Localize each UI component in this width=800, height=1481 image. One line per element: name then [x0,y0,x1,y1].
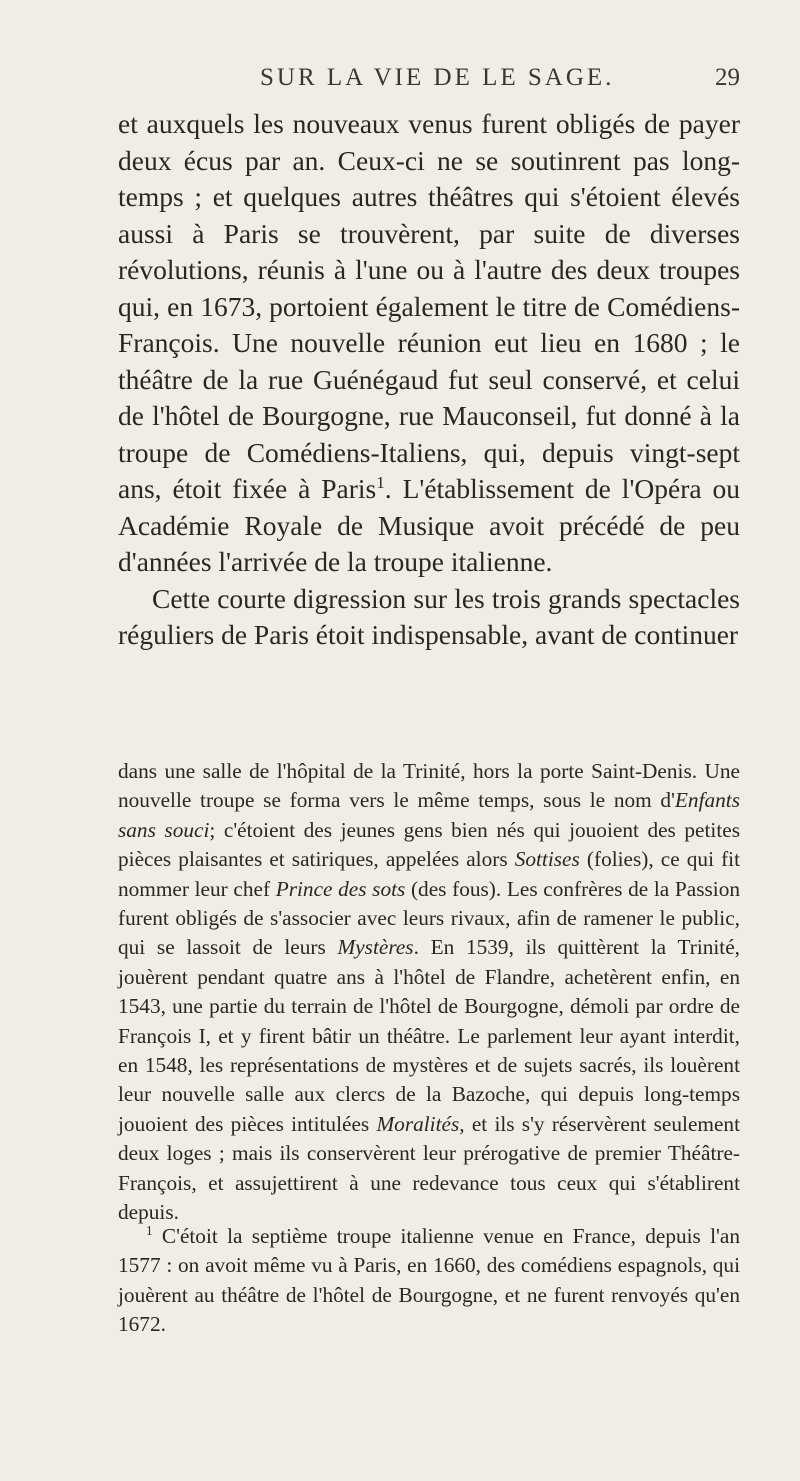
running-head [120,64,740,104]
page-number: 29 [715,64,740,91]
footnote [118,1222,740,1340]
main-text [118,106,740,654]
footnote-marker: 1 [146,1222,153,1238]
paragraph: et auxquels les nouveaux venus furent obligés de payer deux écus par an. Ceux-ci ne se soutinrent pas long-temps ; et quelques autres théâtres qui s'étoient élevés aussi à Paris se trouvèrent, par suite de diverses révolutions, réunis à l'une ou à l'autre des deux troupes qui, en 1673, portoient également le titre de Comédiens-François. Une nouvelle réunion eut lieu en 1680 ; le théâtre de la rue Guénégaud fut seul conservé, et celui de l'hôtel de Bourgogne, rue Mauconseil, fut donné à la troupe de Comédiens-Italiens, qui, depuis vingt-sept ans, étoit fixée à Paris$^1$. L'établissement de l'Opéra ou Académie Royale de Musique avoit précédé de peu d'années l'arrivée de la troupe italienne. [118,108,740,577]
running-title: SUR LA VIE DE LE SAGE. [260,64,615,91]
footnote-text: C'étoit la septième troupe italienne venue en France, depuis l'an 1577 : on avoit même vu à Paris, en 1660, des comédiens espagnols, qui jouèrent au théâtre de l'hôtel de Bourgogne, et ne furent renvoyés qu'en 1672. [118,1224,740,1337]
footnote-reference: 1 [376,472,385,492]
paragraph: Cette courte digression sur les trois grands spectacles réguliers de Paris étoit indispensable, avant de continuer [118,582,740,650]
quoted-passage: dans une salle de l'hôpital de la Trinité, hors la porte Saint-Denis. Une nouvelle troupe se forma vers le même temps, sous le nom d'Enfants sans souci; c'étoient des jeunes gens bien nés qui jouoient des petites pièces plaisantes et satiriques, appelées alors Sottises (folies), ce qui fit nommer leur chef Prince des sots (des fous). Les confrères de la Passion furent obligés de s'associer avec leurs rivaux, afin de ramener le public, qui se lassoit de leurs Mystères. En 1539, ils quittèrent la Trinité, jouèrent pendant quatre ans à l'hôtel de Flandre, achetèrent enfin, en 1543, une partie du terrain de l'hôtel de Bourgogne, démoli par ordre de François I, et y firent bâtir un théâtre. Le parlement leur ayant interdit, en 1548, les représentations de mystères et de sujets sacrés, ils louèrent leur nouvelle salle aux clercs de la Bazoche, qui depuis long-temps jouoient des pièces intitulées Moralités, et ils s'y réservèrent seulement deux loges ; mais ils conservèrent leur prérogative de premier Théâtre-François, et assujettirent à une redevance tous ceux qui s'établirent depuis. [118,759,740,1225]
